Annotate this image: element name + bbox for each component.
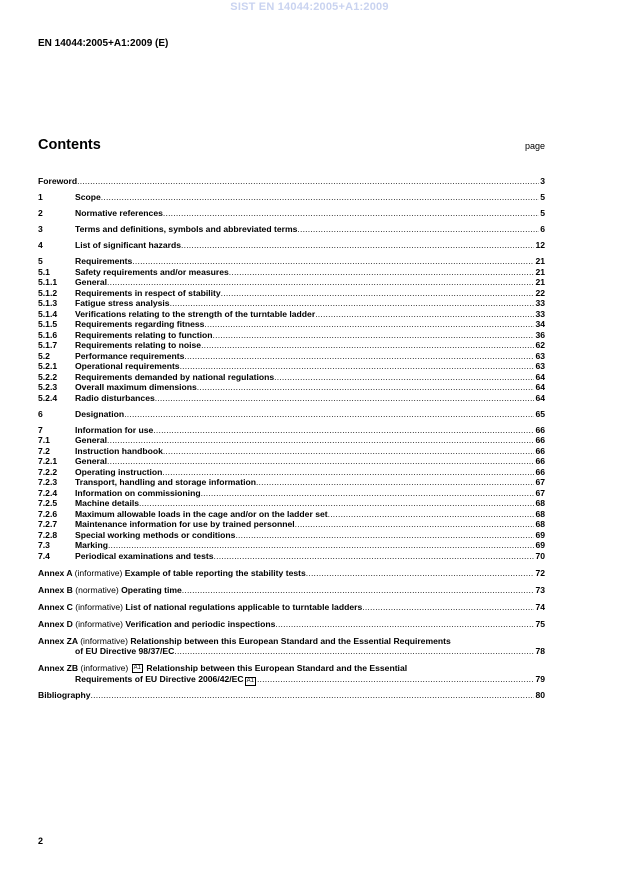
toc-entry-title: Requirements demanded by national regulations xyxy=(75,371,275,382)
toc-entry-page: 79 xyxy=(535,673,545,684)
toc-entry-page: 68 xyxy=(535,519,545,529)
toc-entry-number: 7.1 xyxy=(38,435,50,445)
toc-entry-number: 5.1.5 xyxy=(38,319,58,329)
toc-entry-title: Maximum allowable loads in the cage and/or on the ladder set xyxy=(75,508,328,519)
page-number: 2 xyxy=(38,836,44,846)
toc-entry[interactable] xyxy=(38,446,545,457)
toc-entry-title: Safety requirements and/or measures xyxy=(75,266,229,277)
leader-dots xyxy=(214,551,535,562)
toc-entry[interactable] xyxy=(38,176,545,187)
toc-entry-number: 2 xyxy=(38,208,43,218)
toc-entry[interactable] xyxy=(38,382,545,393)
toc-entry-title: Requirements in respect of stability xyxy=(75,287,221,298)
toc-annex-entry[interactable] xyxy=(38,568,545,579)
toc-entry[interactable] xyxy=(38,298,545,309)
leader-dots xyxy=(256,477,534,488)
annex-title: Verification and periodic inspections xyxy=(125,618,276,629)
toc-entry-title: Normative references xyxy=(75,208,163,218)
leader-dots xyxy=(182,585,535,596)
toc-entry-title: Terms and definitions, symbols and abbreviated terms xyxy=(75,224,298,234)
toc-entry[interactable] xyxy=(38,509,545,520)
leader-dots xyxy=(201,488,535,499)
toc-entry-page: 64 xyxy=(535,371,545,382)
annex-heading xyxy=(38,636,451,647)
toc-entry[interactable] xyxy=(38,288,545,299)
toc-entry-number: 7.2.3 xyxy=(38,477,58,487)
toc-entry[interactable] xyxy=(38,340,545,351)
toc-entry-page: 63 xyxy=(535,361,545,371)
toc-entry-title: Foreword xyxy=(38,176,78,186)
toc-entry-page: 5 xyxy=(540,192,545,202)
leader-dots xyxy=(362,602,534,613)
toc-entry-number: 5.1.2 xyxy=(38,287,58,298)
toc-entry[interactable] xyxy=(38,488,545,499)
toc-entry-bibliography[interactable] xyxy=(38,690,545,701)
annex-label: Annex D xyxy=(38,618,73,629)
toc-entry-number: 7 xyxy=(38,424,43,435)
leader-dots xyxy=(77,176,539,187)
toc-entry-page: 66 xyxy=(535,466,545,477)
toc-entry-title: Periodical examinations and tests xyxy=(75,550,214,561)
leader-dots xyxy=(107,435,534,446)
leader-dots xyxy=(107,456,534,467)
toc-entry[interactable] xyxy=(38,361,545,372)
document-id: EN 14044:2005+A1:2009 (E) xyxy=(38,38,169,49)
leader-dots xyxy=(163,208,539,219)
toc-entry[interactable] xyxy=(38,467,545,478)
toc-entry-title: List of significant hazards xyxy=(75,240,182,250)
toc-entry-number: 5.1.6 xyxy=(38,329,58,340)
toc-entry-number: 7.2.4 xyxy=(38,487,58,498)
toc-entry[interactable] xyxy=(38,309,545,320)
toc-entry-title: General xyxy=(75,277,108,287)
annex-type: (informative) xyxy=(80,635,128,646)
watermark: SIST EN 14044:2005+A1:2009 xyxy=(230,1,389,13)
toc-entry-title: Scope xyxy=(75,192,101,202)
toc-annex-entry[interactable] xyxy=(38,585,545,596)
leader-dots xyxy=(184,351,534,362)
toc-entry-number: 7.2.1 xyxy=(38,456,58,466)
toc-entry-title: Transport, handling and storage information xyxy=(75,477,256,487)
toc-entry-page: 63 xyxy=(535,350,545,361)
toc-entry-number: 7.2.7 xyxy=(38,519,58,529)
annex-label: Annex ZA xyxy=(38,635,78,646)
annex-type: (informative) xyxy=(75,601,124,612)
toc-entry-title: Bibliography xyxy=(38,689,91,700)
toc-entry-page: 21 xyxy=(535,277,545,287)
leader-dots xyxy=(275,619,534,630)
toc-entry-number: 5.2.2 xyxy=(38,371,58,382)
toc-entry-title: Radio disturbances xyxy=(75,392,155,403)
toc-entry-page: 68 xyxy=(535,498,545,508)
toc-entry-title: Requirements relating to function xyxy=(75,329,213,340)
toc-annex-entry[interactable] xyxy=(38,619,545,630)
leader-dots xyxy=(132,256,534,267)
toc-entry[interactable] xyxy=(38,530,545,541)
annex-type: (informative) xyxy=(80,663,129,673)
leader-dots xyxy=(257,674,534,685)
table-of-contents xyxy=(38,176,545,700)
annex-title: List of national regulations applicable to turntable ladders xyxy=(125,601,363,612)
toc-entry[interactable] xyxy=(38,319,545,330)
leader-dots xyxy=(170,298,535,309)
toc-entry-page: 21 xyxy=(535,256,545,266)
toc-entry-page: 66 xyxy=(535,445,545,456)
toc-entry[interactable] xyxy=(38,456,545,467)
toc-entry-page: 34 xyxy=(535,319,545,329)
toc-entry-number: 7.2.2 xyxy=(38,466,58,477)
leader-dots xyxy=(204,319,534,330)
toc-entry-title: Special working methods or conditions xyxy=(75,529,236,540)
leader-dots xyxy=(315,309,534,320)
toc-entry-title: Operating instruction xyxy=(75,466,163,477)
toc-entry-page: 21 xyxy=(535,266,545,277)
toc-entry-title: Verifications relating to the strength of the turntable ladder xyxy=(75,308,316,319)
toc-entry-page: 69 xyxy=(535,540,545,550)
toc-entry-number: 7.2.5 xyxy=(38,498,58,508)
toc-entry[interactable] xyxy=(38,551,545,562)
leader-dots xyxy=(101,192,539,203)
toc-entry-page: 36 xyxy=(535,329,545,340)
toc-entry-number: 5.1 xyxy=(38,266,50,277)
annex-label: Annex A xyxy=(38,567,73,578)
toc-entry-page: 75 xyxy=(535,618,545,629)
leader-dots xyxy=(229,267,535,278)
toc-entry-title: Overall maximum dimensions xyxy=(75,382,197,392)
toc-entry-number: 7.4 xyxy=(38,550,50,561)
toc-entry-title: Operational requirements xyxy=(75,361,180,371)
toc-entry-title: General xyxy=(75,456,108,466)
leader-dots xyxy=(153,425,534,436)
toc-entry-title: Machine details xyxy=(75,498,139,508)
toc-annex-entry[interactable] xyxy=(38,636,545,657)
toc-entry-title: Requirements xyxy=(75,256,133,266)
toc-entry-title: Fatigue stress analysis xyxy=(75,298,170,308)
toc-entry[interactable] xyxy=(38,409,545,420)
leader-dots xyxy=(155,393,535,404)
annex-label: Annex ZB xyxy=(38,663,79,673)
leader-dots xyxy=(197,382,535,393)
leader-dots xyxy=(91,690,535,701)
toc-entry-title: Performance requirements xyxy=(75,350,185,361)
toc-entry[interactable] xyxy=(38,393,545,404)
annex-title: Operating time xyxy=(121,584,182,595)
amendment-marker-icon: A1 xyxy=(246,677,254,684)
toc-entry-number: 6 xyxy=(38,408,43,419)
annex-heading xyxy=(38,602,362,613)
toc-entry-number: 3 xyxy=(38,224,43,234)
page-column-label: page xyxy=(524,141,545,151)
toc-entry-title: Requirements relating to noise xyxy=(75,340,202,350)
leader-dots xyxy=(295,519,535,530)
leader-dots xyxy=(139,498,534,509)
annex-title: Relationship between this European Standard and the Essential xyxy=(146,663,408,673)
toc-entry-number: 5.1.1 xyxy=(38,277,58,287)
annex-heading xyxy=(38,619,275,630)
toc-entry-number: 5.2 xyxy=(38,350,50,361)
toc-entry[interactable] xyxy=(38,435,545,446)
toc-entry-number: 5.2.4 xyxy=(38,392,58,403)
toc-entry[interactable] xyxy=(38,208,545,219)
toc-entry-page: 67 xyxy=(535,487,545,498)
toc-entry-number: 4 xyxy=(38,240,43,250)
toc-entry-title: Marking xyxy=(75,540,108,550)
toc-entry[interactable] xyxy=(38,498,545,509)
toc-entry-page: 33 xyxy=(535,298,545,308)
toc-entry-title: Information for use xyxy=(75,424,154,435)
annex-title: Example of table reporting the stability tests xyxy=(124,567,306,578)
toc-entry-page: 67 xyxy=(535,477,545,487)
annex-type: (informative) xyxy=(74,567,123,578)
amendment-marker-icon: A1 xyxy=(133,665,141,672)
leader-dots xyxy=(328,509,535,520)
leader-dots xyxy=(163,446,535,457)
toc-entry-number: 5.1.3 xyxy=(38,298,58,308)
annex-title: Relationship between this European Standard and the Essential Requirements xyxy=(130,635,451,646)
toc-entry[interactable] xyxy=(38,351,545,362)
toc-entries xyxy=(38,176,545,561)
toc-entry-page: 66 xyxy=(535,456,545,466)
toc-entry[interactable] xyxy=(38,477,545,488)
contents-title: Contents xyxy=(38,137,101,153)
toc-entry-page: 65 xyxy=(535,408,545,419)
toc-entry[interactable] xyxy=(38,240,545,251)
toc-entry-page: 66 xyxy=(535,424,545,435)
annex-heading xyxy=(38,663,407,674)
toc-annex-entry[interactable] xyxy=(38,602,545,613)
toc-entry-page: 68 xyxy=(535,508,545,519)
leader-dots xyxy=(274,372,534,383)
toc-entry-page: 80 xyxy=(535,689,545,700)
toc-entry-title: Maintenance information for use by trained personnel xyxy=(75,519,295,529)
toc-entry[interactable] xyxy=(38,425,545,436)
leader-dots xyxy=(162,467,534,478)
leader-dots xyxy=(235,530,534,541)
toc-entry-page: 78 xyxy=(535,646,545,656)
leader-dots xyxy=(124,409,534,420)
toc-entry-title: Requirements regarding fitness xyxy=(75,319,205,329)
toc-entry-page: 6 xyxy=(540,224,545,234)
toc-entry[interactable] xyxy=(38,540,545,551)
toc-entry-number: 1 xyxy=(38,192,43,202)
toc-entry[interactable] xyxy=(38,224,545,235)
toc-entry-page: 69 xyxy=(535,529,545,540)
toc-entry-page: 72 xyxy=(535,567,545,578)
toc-entry-number: 5.1.7 xyxy=(38,340,58,350)
toc-entry-number: 5.1.4 xyxy=(38,308,58,319)
annex-label: Annex B xyxy=(38,584,73,595)
toc-entry-page: 74 xyxy=(535,601,545,612)
leader-dots xyxy=(181,240,534,251)
toc-entry-page: 22 xyxy=(535,287,545,298)
annex-heading xyxy=(38,585,182,596)
toc-entry[interactable] xyxy=(38,519,545,530)
toc-entry-number: 7.3 xyxy=(38,540,50,550)
leader-dots xyxy=(221,288,535,299)
leader-dots xyxy=(107,277,534,288)
toc-entry-page: 33 xyxy=(535,308,545,319)
annex-heading xyxy=(38,568,306,579)
toc-entry[interactable] xyxy=(38,330,545,341)
toc-entry-title: Information on commissioning xyxy=(75,487,201,498)
toc-entry-title: Instruction handbook xyxy=(75,445,163,456)
leader-dots xyxy=(180,361,535,372)
toc-entry-page: 66 xyxy=(535,435,545,445)
toc-entry[interactable] xyxy=(38,277,545,288)
toc-entry-page: 64 xyxy=(535,392,545,403)
toc-entry-number: 7.2 xyxy=(38,445,50,456)
toc-annexes xyxy=(38,568,545,685)
toc-entry[interactable] xyxy=(38,372,545,383)
toc-entry-page: 62 xyxy=(535,340,545,350)
toc-entry[interactable] xyxy=(38,267,545,278)
leader-dots xyxy=(174,646,534,657)
leader-dots xyxy=(306,568,535,579)
toc-annex-entry[interactable] xyxy=(38,663,545,684)
toc-entry-page: 5 xyxy=(540,208,545,218)
toc-entry-page: 73 xyxy=(535,584,545,595)
leader-dots xyxy=(297,224,539,235)
annex-label: Annex C xyxy=(38,601,73,612)
toc-entry-title: Designation xyxy=(75,408,125,419)
toc-entry-title: General xyxy=(75,435,108,445)
toc-entry-page: 64 xyxy=(535,382,545,392)
annex-title-continued: of EU Directive 98/37/EC xyxy=(75,646,175,656)
toc-entry[interactable] xyxy=(38,256,545,267)
toc-entry-number: 7.2.6 xyxy=(38,508,58,519)
leader-dots xyxy=(201,340,534,351)
annex-title-continued: Requirements of EU Directive 2006/42/EC xyxy=(75,673,244,684)
annex-type: (normative) xyxy=(75,584,119,595)
leader-dots xyxy=(213,330,535,341)
annex-type: (informative) xyxy=(75,618,124,629)
toc-entry-page: 12 xyxy=(535,240,545,250)
toc-entry[interactable] xyxy=(38,192,545,203)
toc-entry-page: 3 xyxy=(540,176,545,186)
leader-dots xyxy=(108,540,534,551)
toc-entry-number: 5.2.3 xyxy=(38,382,58,392)
toc-entry-page: 70 xyxy=(535,550,545,561)
toc-entry-number: 5.2.1 xyxy=(38,361,58,371)
toc-entry-number: 5 xyxy=(38,256,43,266)
toc-entry-number: 7.2.8 xyxy=(38,529,58,540)
